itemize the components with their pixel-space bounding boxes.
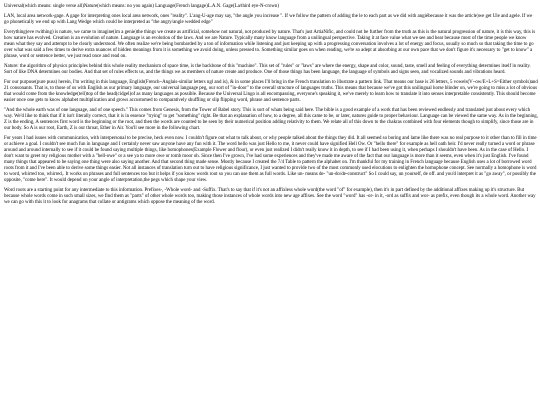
paragraph-communication: For years I had issues with communication, with interpersonal to be precise, heck even now. I couldn't figure out what to talk about, or why people talked about the things they did. It all seemed so boring and lame like there was no real purpose to it other than to fill in time or achieve a goal. I couldn't see much fun in language and I certainly never saw anyone have any fun with it. The word hello was just Hello to me, it never could have signified Hell Ow. Or "hello there" for example as hell oath heir. I'd never really turned a word or phrase around and around internally to see if it could be found saying multiple things, like homophones(Example Flower and flour), or even just realized I didn't really know it in depth, to see if I had been using it, when perhaps I shouldn't have been. As in the case of Hello. I don't want to greet my religious mother with a "hell-owe" or a see ya to more owe or tomb moor oh. Since then I've grown, I've had some experiences and they've made me aware of the fact that our language is more than it seems, even when it's just English. I've found many things that appeared to be saying one thing were also saying another. And that second thing made sense. Mostly because I created the 7/4 Table to pattern the alphabet on. I'm thankful for my training in French language because English uses a lot of borrowed word roots from it and I've been able to derive some things easier. Not all instances of translation turn out to have religious significance, I just wanted to provide two of the most commonly used elocutions to enlighten the homophone concept. See normally a homophone is word to word, whirred too, whirred,. It works on phrases and full sentences too but it helps if you know words root so you can use them as full words. Like un- means de- "un-do/de-construct" So I could say, un yourself, de off. and you'd interpret it as "go away", or possibly the opposite, "come here". It would depend on your angle of interpretation,the pegs which shape your view.: [4, 136, 537, 183]
document-page: [4, 4, 538, 210]
paragraph-lan-gage: LAN, local area network-gage. A gage for interpreting ones local area network, ones "reality". L'ang-U-age may say, "the angle you increase ". If we follow the pattern of adding the le to each part as we did with angiébecause it was the article)we get Ule and agele. If we go phonetically we end up with Lang Wedge which could be interpreted as "the angry/angle wedded edge": [4, 14, 533, 25]
paragraph-word-roots: Word roots are a starting point for any intermediate to this information. Prefixes-, -Whole word- and -Suffix. That's to say that if it's not an affixless whole word(the word "of" for example), then it's in part defined by the additional affixes making up it's structure. But because whole words come in such small sizes, we find them as "parts" of other whole words too, making those instances of whole words into new age affixes. See the word "word" has -or- in it, -ord as suffix and wor- as prefix, even though its a whole word. Another way we can go with this it to look for anagrams that collate or antigrams which oppose the meaning of the word.: [4, 188, 536, 205]
paragraph-genesis: "And the whole earth was of one language, and of one speech." This comes from Genesis, from the Tower of Babel story. This is sort of whats being said here. The bible is a good example of a work that has been reviewed endlessly and translated just about every which way. We'd like to think that if it isn't literally correct, that it is in essence "trying" to get "something" right. Be that an explanation of how, to a degree, all this came to be, or later, natures guide to proper behaviour. Language can be viewed the same way. As in the beginning, Z is the ending, A sentences first word is the beginning or the root, and then the words are counted to be seen by their numerical position adding relativity to them. We relate all of this down to the chakras combined with four elements though to simplify, since those are in our body. So A is our root, Earth, Z is our throat, Ether in Air. You'll see more in the following chart.: [4, 108, 538, 131]
paragraph-nature-algorithm: Nature: the algorithm of physics principles behind this whole reality mechanism of space time, is the backbone of this "machine". This set of "rules" or "laws" are where the energy, shape and color, sound, taste, smell and feeling of everything determines itself in reality. Sort of like DNA determines our bodies. And that set of rules effects us, and the things we as members of nature create and produce. One of those things has been language, the language of symbols and signs seen, and vocalized sounds and vibrations heard.: [4, 64, 531, 75]
paragraph-our-purpose: For our purpose(pure puss) herein, I'm writing in this language, English(French~Anglais-similar letters ngl and is), & in some places I'll bring in the French translation to illustrate a pattern link. That means our base is 26 letters, 5 vowels(V~ow/E+L+S=Either symbols)and 21 consonants. That is, to those of us with English as our primary language, our universal language peg, our sort of "in-door" to the overall structure of languages truths. This means that because we've got this unilingual horse blinder on, we're going to miss a lot of obvious that would come from the knowledge(tell)top of the head(cidgel)of as many languages as possible. Because the Universal Lingo is all encompassing, everyone's speaking it, we've merely to learn how to translate it into senses interpretable consistently. This should become easier once one gets to know alphabet multiplication and grows accustomed to comparatively shuffling or slip flipping word, phrase and sentence parts.: [4, 80, 538, 103]
paragraph-everything-nature: Everything(eve rwithing) is nature, we came to imagine(im a genie)the things we create as artificial, somehow not natural, not produced by nature. That's just ArtiaNific, and could not be further from the truth as this is the natural progression of nature, it is this way, this is how nature has evolved. Creation is an evolution of nature. Language is an evolution of the laws. And we are Nature. Typically many know language from a unilingual perspective. Taking it at face value what we see and hear because most of the time people we know mean what they say and attempt to be clearly understood. We often realize we're being bombarded by a ton of information while listening and just keeping up with a progressing conversation involves a lot of energy and focus, usually so much so that taking the time to go over what was said a few times to derive extra nuances of hidden meanings from it is something we avoid doing, unless pressed to. Something similar goes on when reading, we're so adept at absorbing at our own pace that we don't figure it's necessary to "get to know" a phrase, word or sentence better, we just read once and read on.: [4, 30, 536, 59]
document-title: Universal(which means: single verse all)Nature(which means: no you again) Language(French langage)L.A.N. Gage(La/third eye-N-crown): [4, 4, 279, 9]
